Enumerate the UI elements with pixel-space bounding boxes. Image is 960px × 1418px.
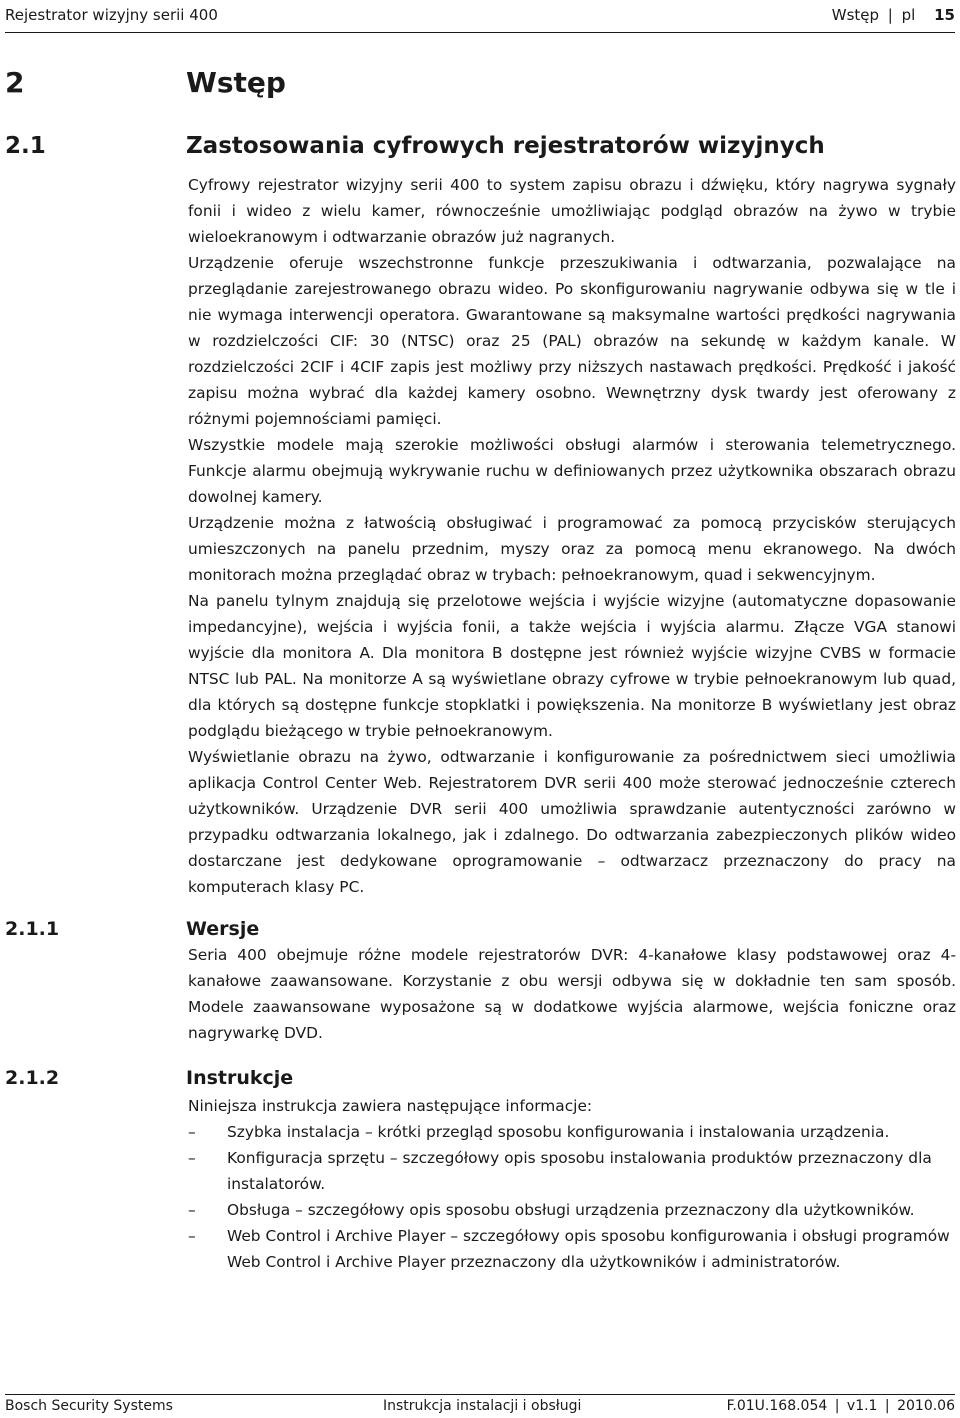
list-item — [188, 1145, 956, 1197]
footer-separator: | — [884, 1398, 890, 1414]
section-2-1-1-body — [188, 942, 956, 1046]
instructions-list — [188, 1119, 956, 1275]
list-item — [188, 1223, 956, 1275]
paragraph: Urządzenie można z łatwością obsługiwać i programować za pomocą przycisków sterujących umieszczonych na panelu przednim, myszy oraz za pomocą menu ekranowego. Na dwóch monitorach można przeglądać obraz w trybach: pełnoekranowym, quad i sekwencyjnym. — [188, 514, 956, 584]
header-page-number: 15 — [934, 6, 955, 24]
subsection-number: 2.1.2 — [5, 1067, 60, 1089]
page-footer — [5, 1394, 955, 1417]
chapter-number: 2 — [5, 66, 25, 99]
section-2-1-2-intro — [188, 1093, 956, 1119]
paragraph: Niniejsza instrukcja zawiera następujące informacje: — [188, 1097, 593, 1115]
subsection-title: Instrukcje — [186, 1067, 294, 1089]
list-item — [188, 1119, 956, 1145]
dash-bullet: – — [188, 1201, 196, 1219]
list-item-text: Konfiguracja sprzętu – szczegółowy opis sposobu instalowania produktów przeznaczony dla instalatorów. — [227, 1149, 932, 1193]
paragraph: Na panelu tylnym znajdują się przelotowe wejścia i wyjście wizyjne (automatyczne dopasowanie impedancyjne), wejścia i wyjścia fonii, a także wejścia i wyjścia alarmu. Złącze VGA stanowi wyjście dla monitora A. Dla monitora B dostępne jest również wyjście wizyjne CVBS w formacie NTSC lub PAL. Na monitorze A są wyświetlane obrazy cyfrowe w trybie pełnoekranowym lub quad, dla których są dostępne funkcje stopklatki i powiększenia. Na monitorze B wyświetlany jest obraz podglądu bieżącego w trybie pełnoekranowym. — [188, 592, 956, 740]
dash-bullet: – — [188, 1227, 196, 1245]
header-doc-title: Rejestrator wizyjny serii 400 — [5, 6, 218, 24]
section-number: 2.1 — [5, 133, 46, 159]
footer-separator: | — [834, 1398, 840, 1414]
footer-doc-number: F.01U.168.054 — [726, 1398, 828, 1414]
chapter-title: Wstęp — [186, 66, 286, 99]
subsection-number: 2.1.1 — [5, 918, 60, 940]
footer-date: 2010.06 — [897, 1398, 955, 1414]
header-separator: | — [887, 6, 893, 24]
subsection-title: Wersje — [186, 918, 260, 940]
section-2-1-body — [188, 172, 956, 900]
list-item — [188, 1197, 956, 1223]
paragraph: Seria 400 obejmuje różne modele rejestratorów DVR: 4-kanałowe klasy podstawowej oraz 4-kanałowe zaawansowane. Korzystanie z obu wersji odbywa się w dokładnie ten sam sposób. Modele zaawansowane wyposażone są w dodatkowe wyjścia alarmowe, wejścia foniczne oraz nagrywarkę DVD. — [188, 946, 956, 1042]
footer-manual-title: Instrukcja instalacji i obsługi — [383, 1398, 582, 1414]
footer-version: v1.1 — [846, 1398, 878, 1414]
list-item-text: Szybka instalacja – krótki przegląd sposobu konfigurowania i instalowania urządzenia. — [227, 1123, 890, 1141]
footer-doc-info — [727, 1398, 955, 1414]
footer-company: Bosch Security Systems — [5, 1398, 173, 1414]
header-lang: pl — [901, 6, 916, 24]
paragraph: Cyfrowy rejestrator wizyjny serii 400 to system zapisu obrazu i dźwięku, który nagrywa sygnały fonii i wideo z wielu kamer, równocześnie umożliwiając podgląd obrazów na żywo w trybie wieloekranowym i odtwarzanie obrazów już nagranych. — [188, 176, 956, 246]
header-right — [832, 6, 955, 24]
dash-bullet: – — [188, 1123, 196, 1141]
paragraph: Wyświetlanie obrazu na żywo, odtwarzanie i konfigurowanie za pośrednictwem sieci umożliwia aplikacja Control Center Web. Rejestratorem DVR serii 400 może sterować jednocześnie czterech użytkowników. Urządzenie DVR serii 400 umożliwia sprawdzanie autentyczności zarówno w przypadku odtwarzania lokalnego, jak i zdalnego. Do odtwarzania zabezpieczonych plików wideo dostarczane jest dedykowane oprogramowanie – odtwarzacz przeznaczony do pracy na komputerach klasy PC. — [188, 748, 956, 896]
page-header — [5, 0, 955, 33]
paragraph: Urządzenie oferuje wszechstronne funkcje przeszukiwania i odtwarzania, pozwalające na przeglądanie zarejestrowanego obrazu wideo. Po skonfigurowaniu nagrywanie odbywa się w tle i nie wymaga interwencji operatora. Gwarantowane są maksymalne wartości prędkości nagrywania w rozdzielczości CIF: 30 (NTSC) oraz 25 (PAL) obrazów na sekundę w każdym kanale. W rozdzielczości 2CIF i 4CIF zapis jest możliwy przy niższych nastawach prędkości. Prędkość i jakość zapisu można wybrać dla każdej kamery osobno. Wewnętrzny dysk twardy jest oferowany z różnymi pojemnościami pamięci. — [188, 254, 956, 428]
section-title: Zastosowania cyfrowych rejestratorów wizyjnych — [186, 133, 825, 159]
list-item-text: Web Control i Archive Player – szczegółowy opis sposobu konfigurowania i obsługi programów Web Control i Archive Player przeznaczony dla użytkowników i administratorów. — [227, 1227, 950, 1271]
paragraph: Wszystkie modele mają szerokie możliwości obsługi alarmów i sterowania telemetrycznego. Funkcje alarmu obejmują wykrywanie ruchu w definiowanych przez użytkownika obszarach obrazu dowolnej kamery. — [188, 436, 956, 506]
dash-bullet: – — [188, 1149, 196, 1167]
header-section: Wstęp — [831, 6, 880, 24]
list-item-text: Obsługa – szczegółowy opis sposobu obsługi urządzenia przeznaczony dla użytkowników. — [227, 1201, 915, 1219]
